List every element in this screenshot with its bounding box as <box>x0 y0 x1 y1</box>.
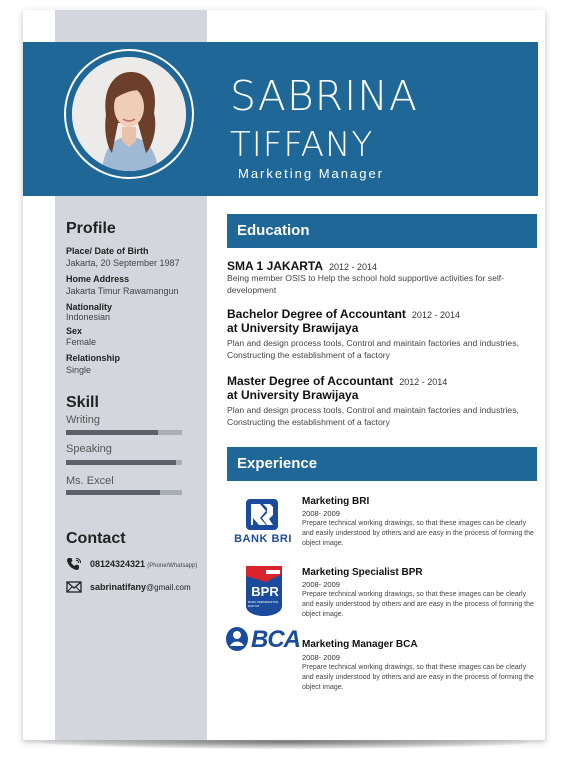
email-domain: @gmail.com <box>146 583 191 592</box>
profile-title: Profile <box>66 220 116 237</box>
education-header: Education <box>227 214 537 248</box>
skill-name: Writing <box>66 414 101 426</box>
profile-value: Female <box>66 337 97 347</box>
experience-years: 2008- 2009 <box>302 580 340 589</box>
bca-logo <box>225 624 301 656</box>
skill-bar-fill <box>66 430 158 435</box>
education-item-desc: Being member OSIS to Help the school hold supportive activities for self-development <box>227 273 505 295</box>
profile-value: Jakarta, 20 September 1987 <box>66 258 180 268</box>
edu-years: 2012 - 2014 <box>399 377 448 387</box>
mail-icon <box>66 580 82 594</box>
edu-title-text: Master Degree of Accountant <box>227 374 394 388</box>
email-user: sabrinatifany <box>90 582 147 592</box>
skill-bar <box>66 490 182 495</box>
experience-header: Experience <box>227 447 537 481</box>
skill-name: Speaking <box>66 443 112 455</box>
experience-desc: Prepare technical working drawings, so that these images can be clearly and easily understood by others and are easy in the process of forming the object image. <box>302 520 534 547</box>
phone-icon <box>66 557 82 571</box>
experience-title: Marketing BRI <box>302 496 370 507</box>
profile-label: Sex <box>66 326 83 336</box>
last-name: TIFFANY <box>230 125 374 165</box>
experience-title: Marketing Manager BCA <box>302 639 418 650</box>
experience-years: 2008- 2009 <box>302 653 340 662</box>
skill-bar-fill <box>66 490 160 495</box>
education-item-desc: Plan and design process tools, Control and maintain factories and industries, Constructing the establishment of a factory <box>227 338 519 360</box>
phone-note: (Phone/Whatsapp) <box>147 563 198 569</box>
bpr-logo-text: BPR <box>251 584 279 599</box>
skill-bar <box>66 460 182 465</box>
bri-logo-text: BANK BRI <box>234 533 292 545</box>
bank-bri-logo <box>232 497 292 547</box>
bpr-logo <box>244 562 286 618</box>
skill-name: Ms. Excel <box>66 475 114 487</box>
education-item-title <box>227 307 460 322</box>
edu-years: 2012 - 2014 <box>329 262 378 272</box>
bca-logo-text: BCA <box>251 626 300 653</box>
experience-years: 2008- 2009 <box>302 509 340 518</box>
profile-label: Nationality <box>66 302 113 312</box>
education-item-desc: Plan and design process tools, Control and maintain factories and industries, Constructing the establishment of a factory <box>227 405 519 427</box>
profile-value: Single <box>66 365 92 375</box>
experience-desc: Prepare technical working drawings, so that these images can be clearly and easily understood by others and are easy in the process of forming the object image. <box>302 664 534 691</box>
profile-label: Home Address <box>66 274 130 284</box>
skill-bar <box>66 430 182 435</box>
contact-title: Contact <box>66 530 126 547</box>
education-item-subtitle: at University Brawijaya <box>227 388 359 402</box>
first-name: SABRINA <box>230 72 418 120</box>
skill-bar-fill <box>66 460 176 465</box>
profile-value: Jakarta Timur Rawamangun <box>66 286 179 296</box>
profile-label: Place/ Date of Birth <box>66 246 149 256</box>
experience-desc: Prepare technical working drawings, so that these images can be clearly and easily understood by others and are easy in the process of forming the object image. <box>302 591 534 618</box>
skill-title: Skill <box>66 394 99 411</box>
phone-number: 08124324321 <box>90 559 146 569</box>
job-role: Marketing Manager <box>238 166 384 181</box>
education-item-title <box>227 374 447 389</box>
edu-title-text: SMA 1 JAKARTA <box>227 259 324 273</box>
edu-title-text: Bachelor Degree of Accountant <box>227 307 406 321</box>
profile-value: Indonesian <box>66 312 111 322</box>
bpr-logo-subtext: BANK PERKREDITAN RAKYAT <box>248 600 279 608</box>
edu-years: 2012 - 2014 <box>411 310 460 320</box>
profile-label: Relationship <box>66 353 121 363</box>
experience-title: Marketing Specialist BPR <box>302 567 423 578</box>
profile-photo <box>72 57 186 171</box>
education-item-subtitle: at University Brawijaya <box>227 321 359 335</box>
